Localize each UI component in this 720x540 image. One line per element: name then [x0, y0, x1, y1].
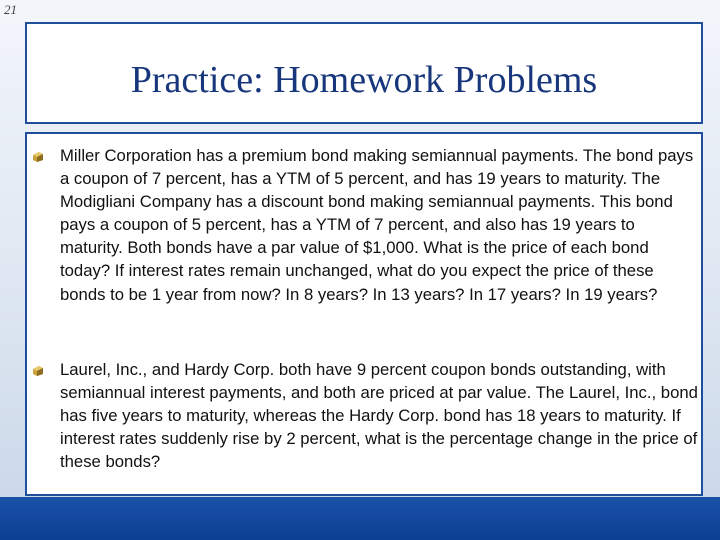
footer-bar [0, 497, 720, 540]
slide-number: 21 [4, 2, 17, 17]
slide-title: Practice: Homework Problems [130, 59, 598, 101]
title-box [25, 22, 703, 124]
bullet-text: Laurel, Inc., and Hardy Corp. both have 9 percent coupon bonds outstanding, with semiannual interest payments, and both are priced at par value. The Laurel, Inc., bond has five years to maturity, whereas the Hardy Corp. bond has 18 years to maturity. If interest rates suddenly rise by 2 percent, what is the percentage change in the price of these bonds? [60, 360, 698, 472]
bullet-icon [33, 366, 43, 376]
content-box [25, 132, 703, 496]
bullet-text: Miller Corporation has a premium bond making semiannual payments. The bond pays a coupon of 7 percent, has a YTM of 5 percent, and has 19 years to maturity. The Modigliani Company has a discount bond making semiannual payments. This bond pays a coupon of 5 percent, has a YTM of 7 percent, and also has 19 years to maturity. Both bonds have a par value of $1,000. What is the price of each bond today? If interest rates remain unchanged, what do you expect the price of these bonds to be 1 year from now? In 8 years? In 13 years? In 17 years? In 19 years? [60, 146, 694, 304]
bullet-icon [33, 152, 43, 162]
